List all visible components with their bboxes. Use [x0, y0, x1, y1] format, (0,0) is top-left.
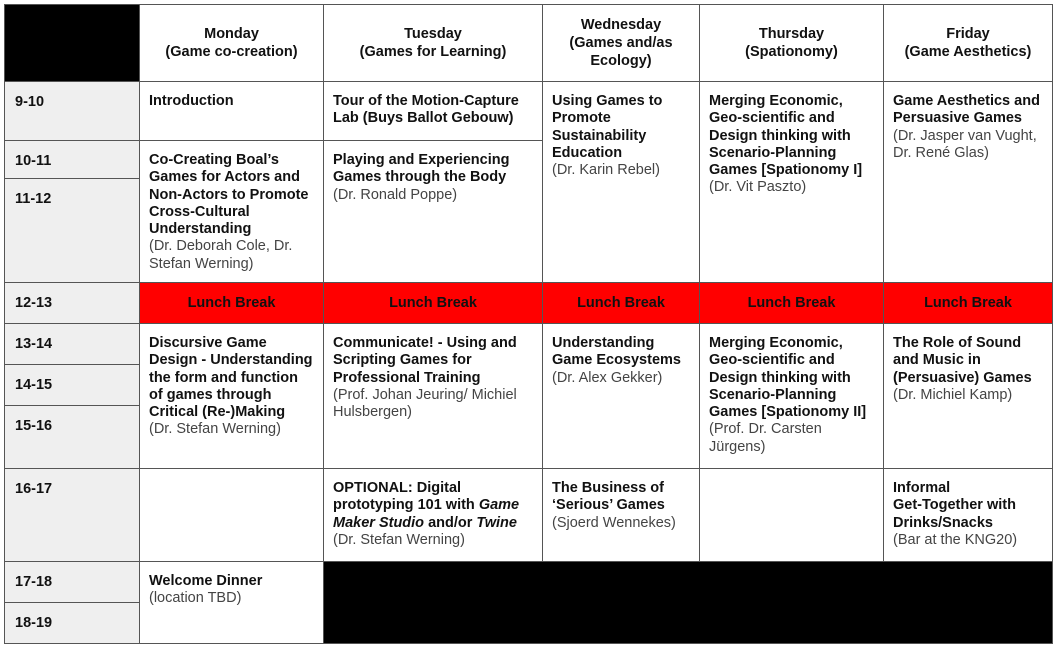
session-title: Discursive Game Design - Understanding the form and function of games through Critical (Re-)Making — [149, 335, 313, 421]
time-label: 16-17 — [5, 469, 140, 562]
time-row — [5, 82, 1053, 141]
session-thu-spationomy-2 — [700, 324, 884, 469]
session-title: Tour of the Motion-Capture Lab (Buys Ballot Gebouw) — [333, 93, 519, 127]
session-thu-empty — [700, 469, 884, 562]
time-label: 10-11 — [5, 141, 140, 179]
session-title: Playing and Experiencing Games through the Body — [333, 152, 510, 186]
session-title: Welcome Dinner — [149, 573, 263, 589]
session-title: The Role of Sound and Music in (Persuasive) Games — [893, 335, 1032, 386]
lunch-break-tuesday: Lunch Break — [324, 283, 543, 324]
session-fri-informal — [884, 469, 1053, 562]
session-fri-sound — [884, 324, 1053, 469]
session-speaker: (Sjoerd Wennekes) — [552, 514, 676, 531]
time-label: 13-14 — [5, 324, 140, 365]
session-speaker: (Dr. Ronald Poppe) — [333, 186, 458, 203]
session-wed-business — [543, 469, 700, 562]
session-title: Game Aesthetics and Persuasive Games — [893, 93, 1040, 127]
time-label: 18-19 — [5, 603, 140, 644]
corner-cell — [5, 5, 140, 82]
session-mon-discursive — [140, 324, 324, 469]
lunch-break-monday: Lunch Break — [140, 283, 324, 324]
time-label: 17-18 — [5, 562, 140, 603]
time-label: 9-10 — [5, 82, 140, 141]
session-title: OPTIONAL: Digital prototyping 101 with Game Maker Studio and/or Twine — [333, 480, 520, 531]
time-label: 14-15 — [5, 365, 140, 406]
time-row — [5, 283, 1053, 324]
time-label: 15-16 — [5, 406, 140, 469]
session-title: Merging Economic, Geo-scientific and Design thinking with Scenario-Planning Games [Spationomy II] — [709, 335, 867, 421]
session-speaker: (location TBD) — [149, 590, 242, 607]
session-speaker: (Dr. Deborah Cole, Dr. Stefan Werning) — [149, 238, 293, 272]
day-header-wednesday: Wednesday (Games and/as Ecology) — [543, 5, 700, 82]
session-title: Co-Creating Boal’s Games for Actors and Non-Actors to Promote Cross-Cultural Understanding — [149, 152, 309, 238]
header-row — [5, 5, 1053, 82]
time-row — [5, 469, 1053, 562]
blocked-evening — [324, 562, 1053, 644]
session-fri-aesthetics — [884, 82, 1053, 283]
session-title: Communicate! - Using and Scripting Games for Professional Training — [333, 335, 517, 386]
session-speaker: (Dr. Michiel Kamp) — [893, 386, 1013, 403]
time-row — [5, 562, 1053, 603]
session-title: Informal Get-Together with Drinks/Snacks — [893, 480, 1016, 531]
day-header-monday: Monday (Game co-creation) — [140, 5, 324, 82]
day-header-thursday: Thursday (Spationomy) — [700, 5, 884, 82]
session-title: Merging Economic, Geo-scientific and Design thinking with Scenario-Planning Games [Spationomy I] — [709, 93, 863, 179]
session-speaker: (Dr. Alex Gekker) — [552, 369, 663, 386]
session-mon-boal — [140, 141, 324, 283]
session-speaker: (Dr. Vit Paszto) — [709, 179, 807, 196]
session-speaker: (Dr. Jasper van Vught, Dr. René Glas) — [893, 127, 1037, 161]
session-tue-optional — [324, 469, 543, 562]
schedule-table — [4, 4, 1053, 644]
session-thu-spationomy-1 — [700, 82, 884, 283]
day-header-friday: Friday (Game Aesthetics) — [884, 5, 1053, 82]
session-tue-communicate — [324, 324, 543, 469]
session-title: Using Games to Promote Sustainability Education — [552, 93, 663, 161]
session-wed-sustainability — [543, 82, 700, 283]
session-title: Understanding Game Ecosystems — [552, 335, 681, 369]
session-title: The Business of ‘Serious’ Games — [552, 480, 665, 514]
lunch-break-friday: Lunch Break — [884, 283, 1053, 324]
lunch-break-wednesday: Lunch Break — [543, 283, 700, 324]
session-tue-body — [324, 141, 543, 283]
session-speaker: (Bar at the KNG20) — [893, 531, 1018, 548]
session-mon-dinner — [140, 562, 324, 644]
lunch-break-thursday: Lunch Break — [700, 283, 884, 324]
day-header-tuesday: Tuesday (Games for Learning) — [324, 5, 543, 82]
time-row — [5, 324, 1053, 365]
session-speaker: (Prof. Johan Jeuring/ Michiel Hulsbergen) — [333, 386, 517, 421]
session-tue-tour — [324, 82, 543, 141]
session-title: Introduction — [149, 93, 234, 109]
session-speaker: (Prof. Dr. Carsten Jürgens) — [709, 421, 822, 455]
time-label: 12-13 — [5, 283, 140, 324]
session-speaker: (Dr. Stefan Werning) — [333, 531, 465, 548]
session-wed-ecosystems — [543, 324, 700, 469]
time-label: 11-12 — [5, 179, 140, 283]
session-speaker: (Dr. Karin Rebel) — [552, 162, 660, 179]
session-speaker: (Dr. Stefan Werning) — [149, 421, 281, 438]
session-mon-intro — [140, 82, 324, 141]
session-mon-empty — [140, 469, 324, 562]
